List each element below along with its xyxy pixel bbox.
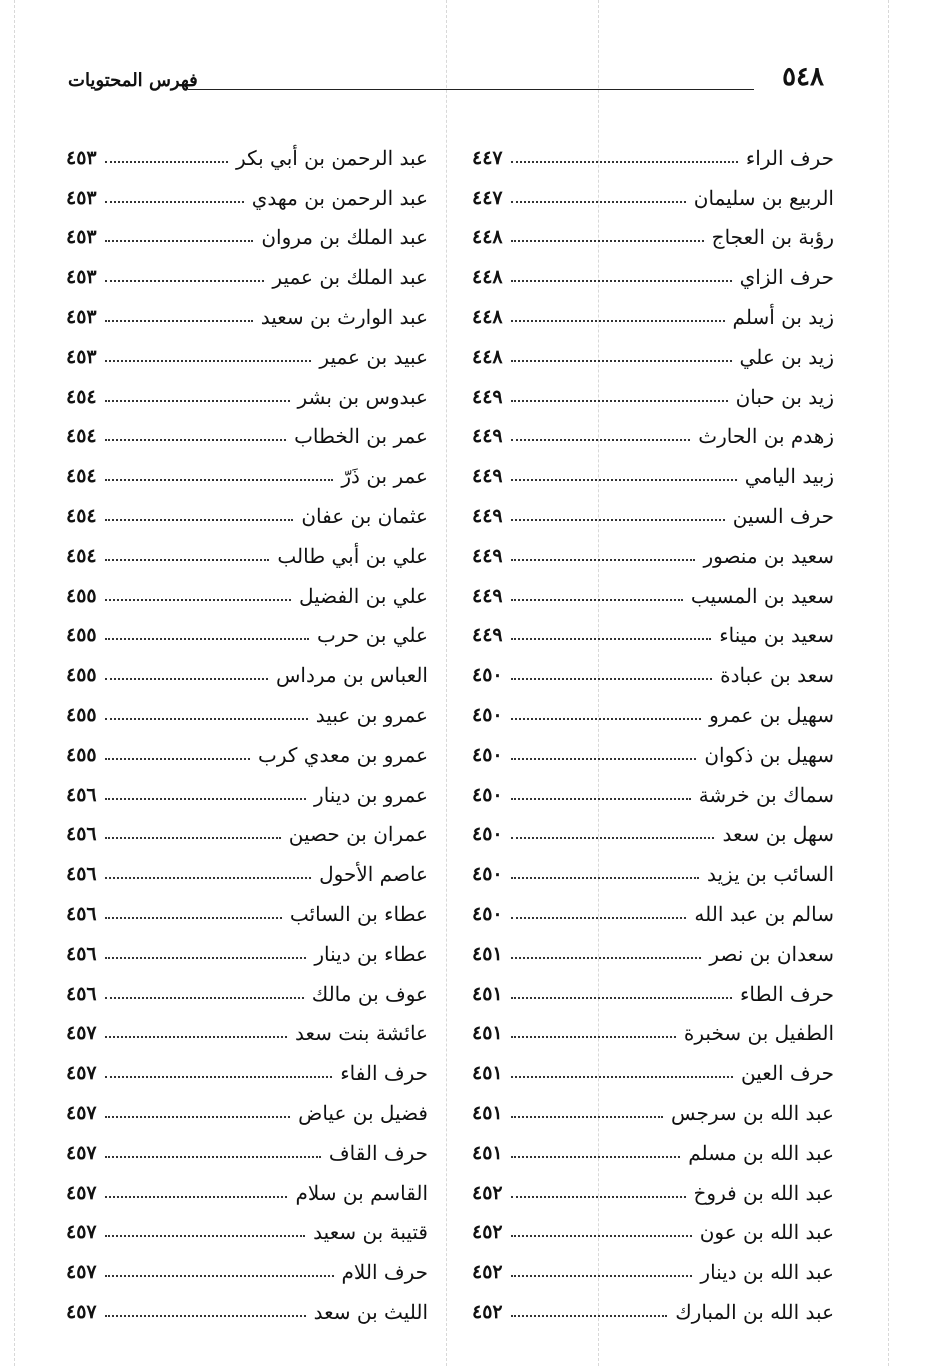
entry-page-number: ٤٥١ xyxy=(472,942,503,965)
dot-leader xyxy=(105,1116,291,1118)
entry-page-number: ٤٥٢ xyxy=(472,1221,503,1244)
dot-leader xyxy=(105,1235,306,1237)
entry-name: عبد الله بن المبارك xyxy=(675,1300,834,1324)
entry-name: الليث بن سعد xyxy=(313,1300,428,1324)
entry-name: عبد الملك بن مروان xyxy=(261,225,428,250)
dot-leader xyxy=(105,161,228,163)
entry-page-number: ٤٥٧ xyxy=(66,1301,97,1323)
entry-page-number: ٤٥٣ xyxy=(66,226,97,249)
index-column-right xyxy=(472,138,834,1332)
entry-name: حرف العين xyxy=(740,1061,834,1086)
index-entry xyxy=(66,456,428,496)
entry-page-number: ٤٥٧ xyxy=(66,1062,97,1085)
dot-leader xyxy=(511,320,725,322)
index-entry xyxy=(66,257,428,297)
entry-page-number: ٤٥٧ xyxy=(66,1141,97,1164)
dot-leader xyxy=(105,638,309,640)
entry-page-number: ٤٤٩ xyxy=(472,465,503,488)
dot-leader xyxy=(511,1315,668,1317)
entry-name: العباس بن مرداس xyxy=(276,663,428,688)
scan-guide-line xyxy=(14,0,15,1366)
entry-name: علي بن أبي طالب xyxy=(277,543,428,568)
entry-page-number: ٤٥٢ xyxy=(472,1261,503,1284)
dot-leader xyxy=(105,718,308,720)
entry-name: عمرو بن معدي كرب xyxy=(258,742,428,767)
entry-page-number: ٤٤٨ xyxy=(472,266,503,289)
dot-leader xyxy=(511,758,697,760)
index-entry xyxy=(472,735,834,775)
dot-leader xyxy=(105,837,281,839)
dot-leader xyxy=(511,161,738,163)
entry-name: سهل بن سعد xyxy=(722,822,834,847)
dot-leader xyxy=(105,280,265,282)
entry-page-number: ٤٥١ xyxy=(472,982,503,1005)
index-entry xyxy=(66,775,428,815)
index-entry xyxy=(66,377,428,417)
header-rule xyxy=(188,89,754,90)
dot-leader xyxy=(511,957,702,959)
header-title: فهرس المحتويات xyxy=(68,70,198,91)
index-entry xyxy=(472,1292,834,1332)
entry-page-number: ٤٥٢ xyxy=(472,1181,503,1204)
entry-name: زيد بن علي xyxy=(739,344,834,369)
index-entry xyxy=(472,934,834,974)
entry-page-number: ٤٤٨ xyxy=(472,226,503,249)
index-entry xyxy=(66,735,428,775)
index-entry xyxy=(472,775,834,815)
entry-name: عبد الوارث بن سعيد xyxy=(260,305,428,330)
index-entry xyxy=(66,218,428,258)
index-entry xyxy=(66,536,428,576)
scan-guide-line xyxy=(888,0,889,1366)
entry-page-number: ٤٥١ xyxy=(472,1022,503,1045)
index-entry xyxy=(66,337,428,377)
index-entry xyxy=(472,138,834,178)
entry-name: عطاء بن السائب xyxy=(289,902,428,927)
entry-page-number: ٤٥٥ xyxy=(66,704,97,727)
entry-page-number: ٤٤٨ xyxy=(472,345,503,368)
dot-leader xyxy=(105,1275,334,1277)
dot-leader xyxy=(511,599,683,601)
entry-page-number: ٤٤٩ xyxy=(472,624,503,647)
dot-leader xyxy=(105,240,254,242)
entry-name: حرف القاف xyxy=(328,1140,428,1165)
index-entry xyxy=(472,1133,834,1173)
entry-page-number: ٤٥٧ xyxy=(66,1181,97,1204)
dot-leader xyxy=(105,320,253,322)
dot-leader xyxy=(511,997,732,999)
entry-name: القاسم بن سلام xyxy=(295,1180,428,1205)
dot-leader xyxy=(105,1196,288,1198)
dot-leader xyxy=(511,1196,686,1198)
entry-name: السائب بن يزيد xyxy=(707,862,834,887)
entry-name: عاصم الأحول xyxy=(319,862,428,887)
entry-page-number: ٤٥٦ xyxy=(66,903,97,926)
entry-name: عثمان بن عفان xyxy=(301,504,428,529)
entry-name: حرف الطاء xyxy=(739,981,834,1006)
index-entry xyxy=(472,257,834,297)
entry-page-number: ٤٥٥ xyxy=(66,584,97,607)
dot-leader xyxy=(105,599,291,601)
entry-name: حرف اللام xyxy=(341,1260,428,1285)
entry-page-number: ٤٥٥ xyxy=(66,624,97,647)
entry-page-number: ٤٤٨ xyxy=(472,306,503,329)
entry-page-number: ٤٤٩ xyxy=(472,584,503,607)
entry-page-number: ٤٥٠ xyxy=(472,743,503,766)
entry-page-number: ٤٤٩ xyxy=(472,505,503,528)
entry-name: سعيد بن ميناء xyxy=(719,623,834,648)
entry-name: عبد الملك بن عمير xyxy=(272,265,428,290)
dot-leader xyxy=(511,638,712,640)
index-entry xyxy=(66,1292,428,1332)
entry-page-number: ٤٥٣ xyxy=(66,266,97,289)
entry-name: علي بن حرب xyxy=(317,623,428,648)
page-number: ٥٤٨ xyxy=(782,62,824,92)
entry-page-number: ٤٥٣ xyxy=(66,146,97,169)
entry-name: سالم بن عبد الله xyxy=(694,902,834,927)
dot-leader xyxy=(105,957,307,959)
dot-leader xyxy=(511,400,728,402)
dot-leader xyxy=(511,1156,681,1158)
dot-leader xyxy=(105,559,270,561)
entry-page-number: ٤٤٩ xyxy=(472,544,503,567)
index-entry xyxy=(66,1014,428,1054)
entry-name: حرف السين xyxy=(732,504,834,529)
index-entry xyxy=(66,894,428,934)
entry-page-number: ٤٥٧ xyxy=(66,1221,97,1244)
page-header xyxy=(68,62,824,102)
dot-leader xyxy=(105,479,334,481)
entry-page-number: ٤٥٦ xyxy=(66,942,97,965)
entry-name: سهيل بن ذكوان xyxy=(704,742,834,767)
index-entry xyxy=(472,894,834,934)
index-entry xyxy=(66,616,428,656)
index-entry xyxy=(472,297,834,337)
dot-leader xyxy=(511,1036,676,1038)
entry-name: عمرو بن عبيد xyxy=(315,703,428,728)
index-entry xyxy=(66,695,428,735)
entry-name: عبد الله بن دينار xyxy=(700,1260,834,1285)
entry-page-number: ٤٥٤ xyxy=(66,385,97,408)
dot-leader xyxy=(105,360,312,362)
index-entry xyxy=(66,496,428,536)
entry-name: عمرو بن دينار xyxy=(314,782,428,807)
index-entry xyxy=(66,934,428,974)
dot-leader xyxy=(511,1235,692,1237)
entry-name: عبد الله بن عون xyxy=(699,1220,834,1245)
entry-name: سماك بن خرشة xyxy=(698,782,834,807)
index-entry xyxy=(472,576,834,616)
entry-page-number: ٤٥٧ xyxy=(66,1022,97,1045)
index-entry xyxy=(66,854,428,894)
dot-leader xyxy=(105,439,286,441)
entry-page-number: ٤٥٧ xyxy=(66,1102,97,1125)
entry-page-number: ٤٥٣ xyxy=(66,306,97,329)
dot-leader xyxy=(105,519,294,521)
entry-name: حرف الفاء xyxy=(340,1061,428,1086)
entry-name: عبد الرحمن بن أبي بكر xyxy=(236,145,428,170)
index-entry xyxy=(472,377,834,417)
entry-name: قتيبة بن سعيد xyxy=(313,1220,428,1245)
index-entry xyxy=(66,1213,428,1253)
dot-leader xyxy=(105,798,306,800)
entry-page-number: ٤٥٠ xyxy=(472,903,503,926)
entry-name: زهدم بن الحارث xyxy=(698,424,834,449)
dot-leader xyxy=(105,1156,321,1158)
dot-leader xyxy=(511,201,686,203)
entry-name: زبيد اليامي xyxy=(744,464,834,489)
dot-leader xyxy=(105,917,282,919)
index-entry xyxy=(66,178,428,218)
index-entry xyxy=(472,1252,834,1292)
index-entry xyxy=(472,655,834,695)
entry-page-number: ٤٥٠ xyxy=(472,664,503,687)
index-entry xyxy=(66,1252,428,1292)
dot-leader xyxy=(105,758,250,760)
entry-page-number: ٤٥٣ xyxy=(66,186,97,209)
index-entry xyxy=(66,417,428,457)
entry-name: عبد الرحمن بن مهدي xyxy=(251,185,428,210)
entry-name: زيد بن حبان xyxy=(735,384,834,409)
dot-leader xyxy=(105,201,244,203)
entry-page-number: ٤٥٦ xyxy=(66,783,97,806)
index-entry xyxy=(472,337,834,377)
entry-page-number: ٤٥٠ xyxy=(472,704,503,727)
index-entry xyxy=(66,1133,428,1173)
entry-name: عوف بن مالك xyxy=(311,981,428,1006)
entry-page-number: ٤٥٠ xyxy=(472,863,503,886)
entry-page-number: ٤٥١ xyxy=(472,1062,503,1085)
index-entry xyxy=(472,1014,834,1054)
index-entry xyxy=(472,456,834,496)
index-entry xyxy=(472,178,834,218)
dot-leader xyxy=(511,240,704,242)
dot-leader xyxy=(105,678,268,680)
index-entry xyxy=(472,815,834,855)
dot-leader xyxy=(511,1116,663,1118)
index-entry xyxy=(66,815,428,855)
entry-page-number: ٤٥٦ xyxy=(66,823,97,846)
entry-name: عمران بن حصين xyxy=(288,822,428,847)
entry-name: عبدوس بن بشر xyxy=(297,384,428,409)
index-entry xyxy=(472,1213,834,1253)
entry-name: سعيد بن منصور xyxy=(703,543,834,568)
entry-name: حرف الزاي xyxy=(739,265,834,290)
dot-leader xyxy=(511,1275,693,1277)
entry-name: الربيع بن سليمان xyxy=(693,185,834,210)
entry-name: عبد الله بن سرجس xyxy=(671,1101,834,1126)
dot-leader xyxy=(105,1315,306,1317)
dot-leader xyxy=(511,439,691,441)
dot-leader xyxy=(105,1076,333,1078)
entry-page-number: ٤٤٧ xyxy=(472,146,503,169)
dot-leader xyxy=(511,519,725,521)
entry-name: عبد الله بن فروخ xyxy=(693,1180,834,1205)
entry-name: فضيل بن عياض xyxy=(298,1101,428,1126)
entry-name: سهيل بن عمرو xyxy=(709,703,834,728)
entry-page-number: ٤٥٠ xyxy=(472,783,503,806)
dot-leader xyxy=(105,1036,287,1038)
dot-leader xyxy=(511,559,696,561)
entry-page-number: ٤٥٤ xyxy=(66,465,97,488)
entry-name: حرف الراء xyxy=(745,145,834,170)
entry-page-number: ٤٤٩ xyxy=(472,425,503,448)
entry-page-number: ٤٤٩ xyxy=(472,385,503,408)
entry-page-number: ٤٥٣ xyxy=(66,345,97,368)
dot-leader xyxy=(105,400,290,402)
entry-page-number: ٤٥٦ xyxy=(66,982,97,1005)
entry-name: زيد بن أسلم xyxy=(732,305,834,330)
entry-name: عطاء بن دينار xyxy=(314,941,428,966)
entry-name: سعيد بن المسيب xyxy=(690,583,834,608)
entry-name: عمر بن ذَرّ xyxy=(341,464,428,489)
entry-name: عائشة بنت سعد xyxy=(294,1021,428,1046)
entry-page-number: ٤٥٥ xyxy=(66,664,97,687)
entry-page-number: ٤٥٤ xyxy=(66,505,97,528)
entry-name: عبيد بن عمير xyxy=(319,344,428,369)
entry-name: رؤبة بن العجاج xyxy=(711,225,834,250)
entry-page-number: ٤٥٦ xyxy=(66,863,97,886)
entry-page-number: ٤٥٧ xyxy=(66,1261,97,1284)
index-entry xyxy=(472,1053,834,1093)
index-entry xyxy=(66,1053,428,1093)
dot-leader xyxy=(511,360,732,362)
dot-leader xyxy=(511,479,737,481)
index-entry xyxy=(472,496,834,536)
entry-page-number: ٤٥٢ xyxy=(472,1301,503,1323)
index-entry xyxy=(66,138,428,178)
entry-name: سعدان بن نصر xyxy=(709,941,834,966)
index-entry xyxy=(66,1093,428,1133)
dot-leader xyxy=(511,1076,733,1078)
index-entry xyxy=(472,616,834,656)
dot-leader xyxy=(511,837,715,839)
dot-leader xyxy=(105,877,312,879)
entry-page-number: ٤٥٥ xyxy=(66,743,97,766)
entry-page-number: ٤٤٧ xyxy=(472,186,503,209)
entry-page-number: ٤٥١ xyxy=(472,1102,503,1125)
index-entry xyxy=(66,974,428,1014)
entry-name: علي بن الفضيل xyxy=(298,583,428,608)
index-entry xyxy=(472,1093,834,1133)
entry-name: عمر بن الخطاب xyxy=(294,424,428,449)
entry-page-number: ٤٥١ xyxy=(472,1141,503,1164)
index-entry xyxy=(66,655,428,695)
index-entry xyxy=(66,297,428,337)
entry-name: عبد الله بن مسلم xyxy=(688,1140,834,1165)
index-entry xyxy=(472,417,834,457)
dot-leader xyxy=(511,798,691,800)
index-entry xyxy=(472,218,834,258)
index-entry xyxy=(66,1173,428,1213)
entry-page-number: ٤٥٤ xyxy=(66,425,97,448)
index-column-left xyxy=(66,138,428,1332)
scan-guide-line xyxy=(446,0,447,1366)
entry-name: سعد بن عبادة xyxy=(720,663,834,688)
index-entry xyxy=(472,974,834,1014)
index-entry xyxy=(472,536,834,576)
dot-leader xyxy=(105,997,304,999)
dot-leader xyxy=(511,718,702,720)
index-entry xyxy=(472,695,834,735)
dot-leader xyxy=(511,678,713,680)
index-entry xyxy=(66,576,428,616)
index-entry xyxy=(472,1173,834,1213)
dot-leader xyxy=(511,280,732,282)
entry-name: الطفيل بن سخبرة xyxy=(683,1021,834,1046)
entry-page-number: ٤٥٤ xyxy=(66,544,97,567)
dot-leader xyxy=(511,917,687,919)
entry-page-number: ٤٥٠ xyxy=(472,823,503,846)
index-entry xyxy=(472,854,834,894)
dot-leader xyxy=(511,877,699,879)
